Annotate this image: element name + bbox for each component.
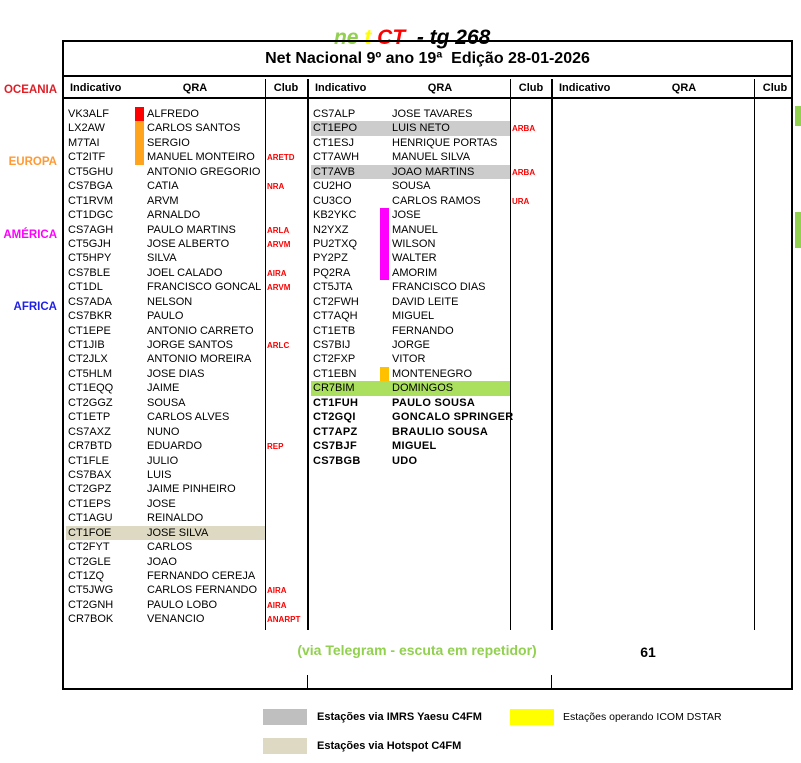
callsign-cell: CR7BOK bbox=[68, 613, 114, 626]
rows-section-1 bbox=[64, 107, 307, 627]
callsign-cell: CT1EPS bbox=[68, 497, 111, 510]
region-color-bar bbox=[135, 121, 144, 135]
net-table bbox=[62, 40, 793, 690]
qra-cell: CARLOS FERNANDO bbox=[147, 584, 258, 597]
callsign-cell: CT1EBN bbox=[313, 367, 357, 380]
table-row bbox=[64, 280, 307, 294]
telegram-note: (via Telegram - escuta em repetidor) bbox=[297, 642, 537, 658]
callsign-cell: CS7BGB bbox=[313, 454, 361, 467]
table-row bbox=[64, 598, 307, 612]
table-row bbox=[64, 381, 307, 395]
qra-cell: GONCALO SPRINGER bbox=[392, 411, 514, 424]
bottom-tick bbox=[307, 675, 308, 688]
table-row bbox=[64, 208, 307, 222]
page-title-part-ne: ne bbox=[333, 26, 365, 49]
column-header-indicativo: Indicativo bbox=[70, 82, 122, 94]
table-row bbox=[309, 208, 551, 222]
table-section-1 bbox=[64, 79, 307, 688]
region-label-europa: EUROPA bbox=[8, 156, 57, 168]
column-header-indicativo: Indicativo bbox=[559, 82, 611, 94]
club-cell: URA bbox=[512, 196, 530, 206]
region-color-bar bbox=[135, 107, 144, 121]
callsign-cell: CT1EPE bbox=[68, 324, 111, 337]
qra-cell: NELSON bbox=[147, 295, 193, 308]
club-cell: AIRA bbox=[267, 586, 287, 596]
table-row bbox=[309, 410, 551, 424]
club-cell: ARVM bbox=[267, 239, 291, 249]
table-row bbox=[64, 454, 307, 468]
rows-section-2 bbox=[309, 107, 551, 468]
table-row bbox=[64, 526, 307, 540]
table-row bbox=[64, 410, 307, 424]
table-row bbox=[64, 540, 307, 554]
qra-cell: CARLOS SANTOS bbox=[147, 122, 241, 135]
table-section-3 bbox=[553, 79, 791, 688]
club-cell: ARBA bbox=[512, 167, 536, 177]
table-row bbox=[64, 165, 307, 179]
qra-cell: JULIO bbox=[147, 454, 179, 467]
table-row bbox=[309, 136, 551, 150]
qra-cell: FRANCISCO DIAS bbox=[392, 281, 486, 294]
qra-cell: VENANCIO bbox=[147, 613, 205, 626]
qra-cell: JOSE bbox=[147, 497, 176, 510]
callsign-cell: CT7AVB bbox=[313, 165, 355, 178]
table-row bbox=[309, 251, 551, 265]
callsign-cell: CR7BIM bbox=[313, 382, 355, 395]
callsign-cell: CU3CO bbox=[313, 194, 352, 207]
qra-cell: REINALDO bbox=[147, 512, 204, 525]
table-row bbox=[309, 107, 551, 121]
callsign-cell: CT2GQI bbox=[313, 411, 356, 424]
table-row bbox=[309, 454, 551, 468]
club-cell: ARVM bbox=[267, 283, 291, 293]
qra-cell: JAIME PINHEIRO bbox=[147, 483, 236, 496]
table-row bbox=[64, 150, 307, 164]
club-cell: ARBA bbox=[512, 124, 536, 134]
callsign-cell: CT1ETP bbox=[68, 411, 111, 424]
region-color-bar bbox=[135, 150, 144, 164]
table-row bbox=[64, 396, 307, 410]
callsign-cell: CT2GLE bbox=[68, 555, 111, 568]
callsign-cell: CT1AGU bbox=[68, 512, 113, 525]
table-row bbox=[309, 352, 551, 366]
callsign-cell: CS7BJF bbox=[313, 440, 357, 453]
legend-label-hotspot: Estações via Hotspot C4FM bbox=[317, 740, 462, 752]
qra-cell: JORGE bbox=[392, 339, 430, 351]
table-row bbox=[309, 338, 551, 352]
callsign-cell: N2YXZ bbox=[313, 223, 349, 236]
qra-cell: LUIS bbox=[147, 468, 172, 481]
callsign-cell: CT2FYT bbox=[68, 541, 110, 554]
qra-cell: ANTONIO CARRETO bbox=[147, 324, 254, 337]
callsign-cell: CS7ADA bbox=[68, 295, 113, 308]
table-row bbox=[64, 555, 307, 569]
qra-cell: CARLOS ALVES bbox=[147, 411, 230, 424]
callsign-cell: CS7BKR bbox=[68, 310, 113, 323]
page-title-part-tg: - tg 268 bbox=[405, 26, 491, 49]
qra-cell: JOSE SILVA bbox=[147, 526, 209, 539]
club-cell: AIRA bbox=[267, 268, 287, 278]
qra-cell: MANUEL SILVA bbox=[392, 151, 471, 164]
callsign-cell: CS7AGH bbox=[68, 223, 114, 236]
qra-cell: ARVM bbox=[147, 194, 179, 207]
qra-cell: WALTER bbox=[392, 252, 437, 265]
callsign-cell: PY2PZ bbox=[313, 252, 348, 265]
qra-cell: ANTONIO MOREIRA bbox=[147, 353, 252, 366]
qra-cell: EDUARDO bbox=[147, 440, 203, 453]
callsign-cell: CT2JLX bbox=[68, 353, 108, 366]
table-row bbox=[64, 107, 307, 121]
callsign-cell: CT2FWH bbox=[313, 295, 359, 308]
table-row bbox=[309, 150, 551, 164]
callsign-cell: CT2GGZ bbox=[68, 396, 113, 409]
column-header-qra: QRA bbox=[671, 82, 697, 94]
qra-cell: PAULO LOBO bbox=[147, 598, 218, 611]
callsign-cell: CS7BAX bbox=[68, 468, 112, 481]
edge-green-mark bbox=[795, 106, 801, 126]
qra-cell: JOSE ALBERTO bbox=[147, 237, 230, 250]
qra-cell: VITOR bbox=[392, 353, 426, 366]
callsign-cell: CT1ZQ bbox=[68, 570, 105, 582]
callsign-cell: CR7BTD bbox=[68, 440, 113, 453]
callsign-cell: CT7APZ bbox=[313, 425, 358, 438]
table-row bbox=[64, 352, 307, 366]
region-color-bar bbox=[380, 237, 389, 251]
callsign-cell: CT2GPZ bbox=[68, 483, 112, 496]
qra-cell: JAIME bbox=[147, 382, 180, 395]
table-row bbox=[309, 280, 551, 294]
region-color-bar bbox=[380, 367, 389, 381]
page-title-part-t: t bbox=[364, 26, 378, 49]
table-row bbox=[309, 179, 551, 193]
qra-cell: CARLOS RAMOS bbox=[392, 194, 481, 207]
table-row bbox=[64, 583, 307, 597]
callsign-cell: CT7AWH bbox=[313, 151, 360, 164]
table-row bbox=[64, 482, 307, 496]
table-row bbox=[309, 266, 551, 280]
qra-cell: SERGIO bbox=[147, 136, 190, 149]
qra-cell: PAULO SOUSA bbox=[392, 396, 476, 409]
callsign-cell: CU2HO bbox=[313, 180, 352, 193]
table-row bbox=[64, 439, 307, 453]
qra-cell: LUIS NETO bbox=[392, 122, 450, 135]
club-cell: ARLC bbox=[267, 341, 290, 350]
callsign-cell: VK3ALF bbox=[68, 108, 109, 120]
callsign-cell: CT5HLM bbox=[68, 367, 113, 380]
callsign-cell: CT5JWG bbox=[68, 584, 114, 597]
region-color-bar bbox=[380, 223, 389, 237]
table-row bbox=[309, 381, 551, 395]
table-row bbox=[309, 121, 551, 135]
callsign-cell: CT2FXP bbox=[313, 353, 356, 366]
callsign-cell: PQ2RA bbox=[313, 266, 351, 279]
qra-cell: SOUSA bbox=[392, 180, 431, 193]
table-row bbox=[64, 295, 307, 309]
table-row bbox=[309, 237, 551, 251]
edge-green-mark bbox=[795, 212, 801, 248]
club-cell: ARLA bbox=[267, 225, 290, 235]
page-title-part-ct: CT bbox=[377, 26, 406, 49]
table-row bbox=[64, 266, 307, 280]
callsign-cell: CS7BLE bbox=[68, 266, 111, 279]
callsign-cell: CT2GNH bbox=[68, 598, 114, 611]
qra-cell: JOEL CALADO bbox=[147, 266, 223, 279]
table-row bbox=[64, 511, 307, 525]
qra-cell: CATIA bbox=[147, 180, 179, 193]
callsign-cell: CT1EQQ bbox=[68, 382, 114, 395]
qra-cell: JOSE TAVARES bbox=[392, 108, 473, 120]
table-row bbox=[309, 439, 551, 453]
callsign-cell: M7TAI bbox=[68, 136, 100, 149]
callsign-cell: CS7BIJ bbox=[313, 339, 351, 351]
table-row bbox=[309, 425, 551, 439]
callsign-cell: CT5GJH bbox=[68, 237, 111, 250]
callsign-cell: CT1ETB bbox=[313, 324, 356, 337]
callsign-cell: CT1FUH bbox=[313, 396, 359, 409]
table-row bbox=[64, 497, 307, 511]
table-row bbox=[64, 237, 307, 251]
callsign-cell: CT7AQH bbox=[313, 310, 358, 323]
qra-cell: ALFREDO bbox=[147, 108, 199, 120]
qra-cell: DOMINGOS bbox=[392, 382, 454, 395]
club-column-divider bbox=[754, 79, 755, 630]
participant-count: 61 bbox=[640, 644, 656, 660]
region-color-bar bbox=[380, 266, 389, 280]
callsign-cell: CS7AXZ bbox=[68, 425, 111, 438]
callsign-cell: LX2AW bbox=[68, 122, 105, 135]
qra-cell: PAULO bbox=[147, 310, 184, 323]
qra-cell: JOAO bbox=[147, 555, 177, 568]
callsign-cell: CT5HPY bbox=[68, 252, 112, 265]
table-row bbox=[64, 324, 307, 338]
qra-cell: MANUEL bbox=[392, 223, 438, 236]
qra-cell: NUNO bbox=[147, 425, 180, 438]
callsign-cell: CT1ESJ bbox=[313, 136, 354, 149]
callsign-cell: KB2YKC bbox=[313, 209, 357, 222]
qra-cell: MIGUEL bbox=[392, 440, 437, 453]
table-row bbox=[64, 569, 307, 583]
table-row bbox=[64, 309, 307, 323]
table-row bbox=[64, 425, 307, 439]
legend-swatch-imrs bbox=[263, 709, 307, 725]
callsign-cell: CT5JTA bbox=[313, 281, 353, 294]
table-row bbox=[64, 121, 307, 135]
table-title: Net Nacional 9º ano 19ª Edição 28-01-2026 bbox=[64, 42, 791, 77]
bottom-tick bbox=[551, 675, 552, 688]
club-cell: NRA bbox=[267, 182, 285, 192]
table-row bbox=[64, 194, 307, 208]
club-cell: ARETD bbox=[267, 153, 295, 163]
qra-cell: JOAO MARTINS bbox=[392, 165, 475, 178]
table-row bbox=[309, 194, 551, 208]
qra-cell: FERNANDO CEREJA bbox=[147, 570, 256, 582]
qra-cell: ANTONIO GREGORIO bbox=[147, 165, 261, 178]
callsign-cell: PU2TXQ bbox=[313, 237, 358, 250]
table-row bbox=[64, 136, 307, 150]
qra-cell: HENRIQUE PORTAS bbox=[392, 136, 498, 149]
qra-cell: JOSE DIAS bbox=[147, 367, 205, 380]
qra-cell: FRANCISCO GONCAL bbox=[147, 281, 262, 294]
region-color-bar bbox=[380, 208, 389, 222]
table-row bbox=[64, 338, 307, 352]
qra-cell: JORGE SANTOS bbox=[147, 339, 233, 351]
qra-cell: PAULO MARTINS bbox=[147, 223, 236, 236]
qra-cell: CARLOS bbox=[147, 541, 193, 554]
callsign-cell: CT1RVM bbox=[68, 194, 114, 207]
table-row bbox=[64, 251, 307, 265]
column-header-club: Club bbox=[273, 82, 299, 94]
column-header-indicativo: Indicativo bbox=[315, 82, 367, 94]
callsign-cell: CT1FOE bbox=[68, 526, 112, 539]
callsign-cell: CT1EPO bbox=[313, 122, 358, 135]
column-header-club: Club bbox=[518, 82, 544, 94]
region-label-africa: AFRICA bbox=[13, 301, 57, 313]
qra-cell: DAVID LEITE bbox=[392, 295, 459, 308]
table-row bbox=[309, 324, 551, 338]
qra-cell: UDO bbox=[392, 454, 418, 467]
qra-cell: SILVA bbox=[147, 252, 177, 265]
callsign-cell: CT1JIB bbox=[68, 339, 105, 351]
table-row bbox=[309, 396, 551, 410]
table-row bbox=[64, 612, 307, 626]
club-cell: AIRA bbox=[267, 600, 287, 610]
table-row bbox=[309, 165, 551, 179]
table-row bbox=[64, 468, 307, 482]
column-header-qra: QRA bbox=[182, 82, 208, 94]
qra-cell: MIGUEL bbox=[392, 310, 435, 323]
callsign-cell: CT2ITF bbox=[68, 151, 106, 164]
callsign-cell: CT5GHU bbox=[68, 165, 114, 178]
callsign-cell: CT1DL bbox=[68, 281, 103, 294]
legend-swatch-hotspot bbox=[263, 738, 307, 754]
table-section-2 bbox=[309, 79, 551, 688]
table-row bbox=[309, 295, 551, 309]
region-color-bar bbox=[135, 136, 144, 150]
table-row bbox=[64, 179, 307, 193]
club-cell: ANARPT bbox=[267, 615, 301, 625]
region-label-america: AMÉRICA bbox=[3, 229, 57, 241]
region-color-bar bbox=[380, 251, 389, 265]
table-row bbox=[64, 367, 307, 381]
table-row bbox=[309, 367, 551, 381]
legend-label-dstar: Estações operando ICOM DSTAR bbox=[563, 711, 722, 723]
qra-cell: WILSON bbox=[392, 237, 436, 250]
qra-cell: SOUSA bbox=[147, 396, 186, 409]
qra-cell: MONTENEGRO bbox=[392, 367, 473, 380]
table-row bbox=[309, 223, 551, 237]
legend-label-imrs: Estações via IMRS Yaesu C4FM bbox=[317, 711, 482, 723]
column-header-qra: QRA bbox=[427, 82, 453, 94]
qra-cell: JOSE bbox=[392, 209, 421, 222]
table-row bbox=[64, 223, 307, 237]
callsign-cell: CS7ALP bbox=[313, 108, 356, 120]
qra-cell: BRAULIO SOUSA bbox=[392, 425, 489, 438]
qra-cell: AMORIM bbox=[392, 266, 438, 279]
callsign-cell: CT1FLE bbox=[68, 454, 109, 467]
club-cell: REP bbox=[267, 442, 284, 452]
column-header-club: Club bbox=[762, 82, 788, 94]
table-row bbox=[309, 309, 551, 323]
qra-cell: MANUEL MONTEIRO bbox=[147, 151, 255, 164]
callsign-cell: CS7BGA bbox=[68, 180, 113, 193]
callsign-cell: CT1DGC bbox=[68, 209, 114, 222]
region-label-oceania: OCEANIA bbox=[3, 84, 57, 96]
qra-cell: ARNALDO bbox=[147, 209, 201, 222]
qra-cell: FERNANDO bbox=[392, 324, 454, 337]
legend-swatch-dstar bbox=[510, 709, 554, 725]
